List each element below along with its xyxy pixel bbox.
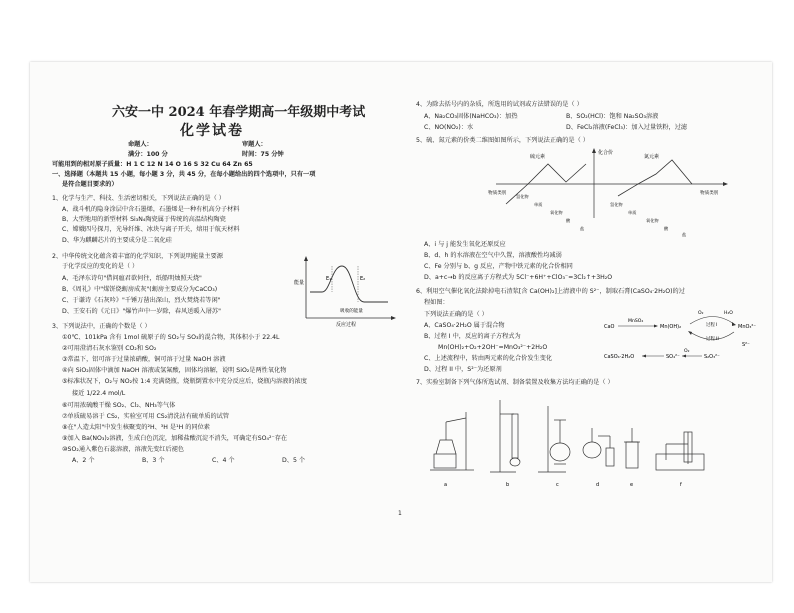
apparatus-label-a: a <box>444 482 448 488</box>
q3-option-a: A、2 个 <box>72 457 95 464</box>
flow-s2o3: S₂O₃²⁻ <box>704 354 720 360</box>
q2-stem: 2、中华传统文化蕴含着丰富的化学知识，下列说明能量主要源 <box>52 253 223 260</box>
q6-option-b: B、过程 I 中，反应的离子方程式为 <box>424 333 521 340</box>
graph-xlabel: 反应过程 <box>336 322 357 328</box>
atomic-masses: 可能用到的相对原子质量：H 1 C 12 N 14 O 16 S 32 Cu 64 Zn 65 <box>52 161 253 168</box>
graph-ylabel: 能量 <box>294 280 305 286</box>
diagram-n-cat-4: 酸 <box>664 226 669 231</box>
q2-stem2: 于化学反应的变化的是（ ） <box>62 263 139 270</box>
apparatus-label-d: d <box>596 482 600 488</box>
q4-stem: 4、为除去括号内的杂质，所选用的试剂或方法错误的是（ ） <box>416 101 583 108</box>
lab-apparatus-figure <box>426 392 726 490</box>
diagram-nitrogen-label: 氮元素 <box>644 154 660 160</box>
energy-graph <box>292 254 398 328</box>
q3-option-c: C、4 个 <box>212 457 235 464</box>
q3-item-1: ①0℃、101kPa 含有 1mol 硫原子的 SO₂与 SO₃的混合物，其体积小于 22.4L <box>62 334 280 341</box>
q3-item-4: ④向 SiO₂固体中滴加 NaOH 溶液或氢氟酸，固体均溶解，说明 SiO₂是两性氧化物 <box>62 367 287 374</box>
process-flow-diagram <box>602 306 766 368</box>
q5-option-b: B、d、h 的水溶液在空气中久置，溶液酸性均减弱 <box>424 252 562 259</box>
flow-caso4: CaSO₄·2H₂O <box>604 354 635 360</box>
q6-option-a: A、CaSO₄·2H₂O 属于混合物 <box>424 322 505 329</box>
q3-item-7: ⑦单质硫易溶于 CS₂，实验室可用 CS₂清洗沾有硫单质的试管 <box>62 413 230 420</box>
q4-option-a: A、Na₂CO₃固体(NaHCO₃)：加热 <box>424 113 518 120</box>
flow-s2: S²⁻ <box>742 342 750 348</box>
q3-item-5: ⑤标准状况下，O₂与 NO₂按 1:4 充满烧瓶，烧瓶倒置水中充分反应后，烧瓶内溶液的浓度 <box>62 378 307 385</box>
flow-so4: SO₄²⁻ <box>666 354 680 360</box>
q6-stem3: 下列说法正确的是（ ） <box>424 311 488 318</box>
flow-h2o: H₂O <box>724 311 733 316</box>
diagram-s-cat-1: 氢化物 <box>516 194 529 199</box>
exam-sheet <box>30 62 772 582</box>
diagram-xright-label: 物质类别 <box>700 191 719 196</box>
q6-stem2: 程如图： <box>424 299 449 306</box>
q3-item-9: ⑨加入 Ba(NO₃)₂溶液，生成白色沉淀，加稀盐酸沉淀不消失，可确定有SO₄²⁻存在 <box>62 435 288 442</box>
exam-title: 六安一中 2024 年春学期高一年级期中考试 <box>112 105 366 120</box>
graph-e2: E₂ <box>360 276 366 282</box>
q2-option-d: D、王安石的《元日》"爆竹声中一岁除，春风送暖入屠苏" <box>62 308 221 315</box>
flow-mnoh2: Mn(OH)₂ <box>660 324 682 330</box>
page-number: 1 <box>398 510 402 517</box>
q6-stem: 6、利用空气催化氧化法除掉电石渣浆[含 Ca(OH)₂]上清液中的 S²⁻，制取石膏(CaSO₄·2H₂O)的过 <box>416 288 685 295</box>
diagram-s-cat-3: 氧化物 <box>550 210 563 215</box>
q2-option-a: A、毛泽东诗句"借问瘟君欲何往，纸船明烛照天烧" <box>62 275 202 282</box>
q3-item-5b: 接近 1/22.4 mol/L <box>72 390 126 397</box>
q4-option-c: C、NO(NO₂)：水 <box>424 124 474 131</box>
full-score: 满分：100 分 <box>128 151 168 158</box>
q1-option-a: A、战斗机的隐身涂层中含石墨烯，石墨烯是一种有机高分子材料 <box>62 206 240 213</box>
apparatus-label-b: b <box>506 482 510 488</box>
reviewer-label: 审题人： <box>242 141 267 148</box>
q4-option-d: D、FeCl₂溶液(FeCl₃)：加入过量铁粉，过滤 <box>566 124 688 131</box>
q5-option-a: A、i 与 j 能发生氧化还原反应 <box>424 241 506 248</box>
q1-option-b: B、大型地用的新型材料 Si₃N₄陶瓷属于传统的高温结构陶瓷 <box>62 216 226 223</box>
valence-category-diagram <box>486 146 746 238</box>
flow-mno3: MnO₃²⁻ <box>738 324 757 330</box>
flow-cao: CaO <box>604 324 615 330</box>
exam-time: 时间：75 分钟 <box>242 151 284 158</box>
apparatus-label-e: e <box>630 482 634 488</box>
q3-item-8: ⑧在"人造太阳"中发生核聚变的²H、³H 是¹H 的同位素 <box>62 424 210 431</box>
q6-option-b2: Mn(OH)₂+O₂+2OH⁻=MnO₃²⁻+2H₂O <box>438 344 548 351</box>
graph-e1: E₁ <box>326 276 332 282</box>
q3-option-b: B、3 个 <box>142 457 165 464</box>
graph-energy-label: 吸收的能量 <box>340 309 363 314</box>
flow-mnso4: MnSO₄ <box>628 319 644 324</box>
q4-option-b: B、SO₂(HCl)：饱和 Na₂SO₃溶液 <box>566 113 659 120</box>
q2-option-b: B、《周礼》中"煤饼烧蛎房成灰"(蛎房主要成分为CaCO₃) <box>62 286 218 293</box>
flow-process-2: 过程 II <box>706 337 719 342</box>
q6-option-d: D、过程 II 中，S²⁻为还原剂 <box>424 366 502 373</box>
diagram-n-cat-1: 氢化物 <box>610 202 623 207</box>
q1-option-d: D、华为麒麟芯片的主要成分是二氧化硅 <box>62 237 172 244</box>
apparatus-label-f: f <box>680 482 682 488</box>
q3-stem: 3、下列说法中，正确的个数是（ ） <box>52 323 151 330</box>
q3-item-2: ②可用澄清石灰水鉴别 CO₂和 SO₂ <box>62 345 157 352</box>
diagram-n-cat-3: 氧化物 <box>646 218 659 223</box>
apparatus-label-c: c <box>556 482 559 488</box>
q3-item-10: ⑩SO₂通入紫色石蕊溶液，溶液先变红后褪色 <box>62 446 185 453</box>
q5-stem: 5、硫、氮元素的价类二维图如图所示，下列说法正确的是（ ） <box>416 137 589 144</box>
q3-option-d: D、5 个 <box>282 457 306 464</box>
diagram-s-cat-5: 盐 <box>580 226 585 231</box>
q1-option-c: C、嫦娥四号探月，光导纤维、冰块与离子开关，熔用于航天材料 <box>62 226 240 233</box>
flow-o2-2: O₂ <box>684 349 690 354</box>
q1-stem: 1、化学与生产、科技、生活密切相关，下列说法正确的是（ ） <box>52 195 225 202</box>
diagram-s-cat-4: 酸 <box>566 218 571 223</box>
diagram-s-cat-2: 单质 <box>534 202 543 207</box>
diagram-xleft-label: 物质类别 <box>488 191 507 196</box>
flow-o2: O₂ <box>698 311 704 316</box>
q3-item-6: ⑥可用浓硫酸干燥 SO₂、Cl₂、NH₃等气体 <box>62 402 176 409</box>
diagram-n-cat-2: 单质 <box>628 210 637 215</box>
diagram-n-cat-5: 盐 <box>682 232 687 237</box>
q5-option-d: D、a+c→b 的反应离子方程式为 5Cl⁻+6H⁺+ClO₃⁻=3Cl₂↑+3H₂O <box>424 274 613 281</box>
section1-line2: 是符合题目要求的） <box>62 181 118 188</box>
q7-stem: 7、实验室制备下列气体所选试剂、制备装置及收集方法均正确的是（ ） <box>416 379 614 386</box>
q6-option-c: C、上述流程中，转由两元素的化合价发生变化 <box>424 355 553 362</box>
diagram-sulfur-label: 硫元素 <box>530 154 546 160</box>
q3-item-3: ③常温下，铝可溶于过量浓硝酸，铜可溶于过量 NaOH 溶液 <box>62 356 226 363</box>
flow-process-1: 过程 I <box>706 323 718 328</box>
diagram-valence-label: 化合价 <box>598 150 614 156</box>
q2-option-c: C、于谦诗《石灰吟》"千锤万凿出深山，烈火焚烧若等闲" <box>62 297 221 304</box>
section1-line1: 一、选择题（本题共 15 小题，每小题 3 分，共 45 分，在每小题给出的四个选项中，只有一项 <box>52 171 316 178</box>
q5-option-c: C、Fe 分别与 b、g 反应，产物中铁元素的化合价相同 <box>424 263 573 270</box>
setter-label: 命题人： <box>128 141 153 148</box>
exam-subtitle: 化学试卷 <box>180 123 244 139</box>
